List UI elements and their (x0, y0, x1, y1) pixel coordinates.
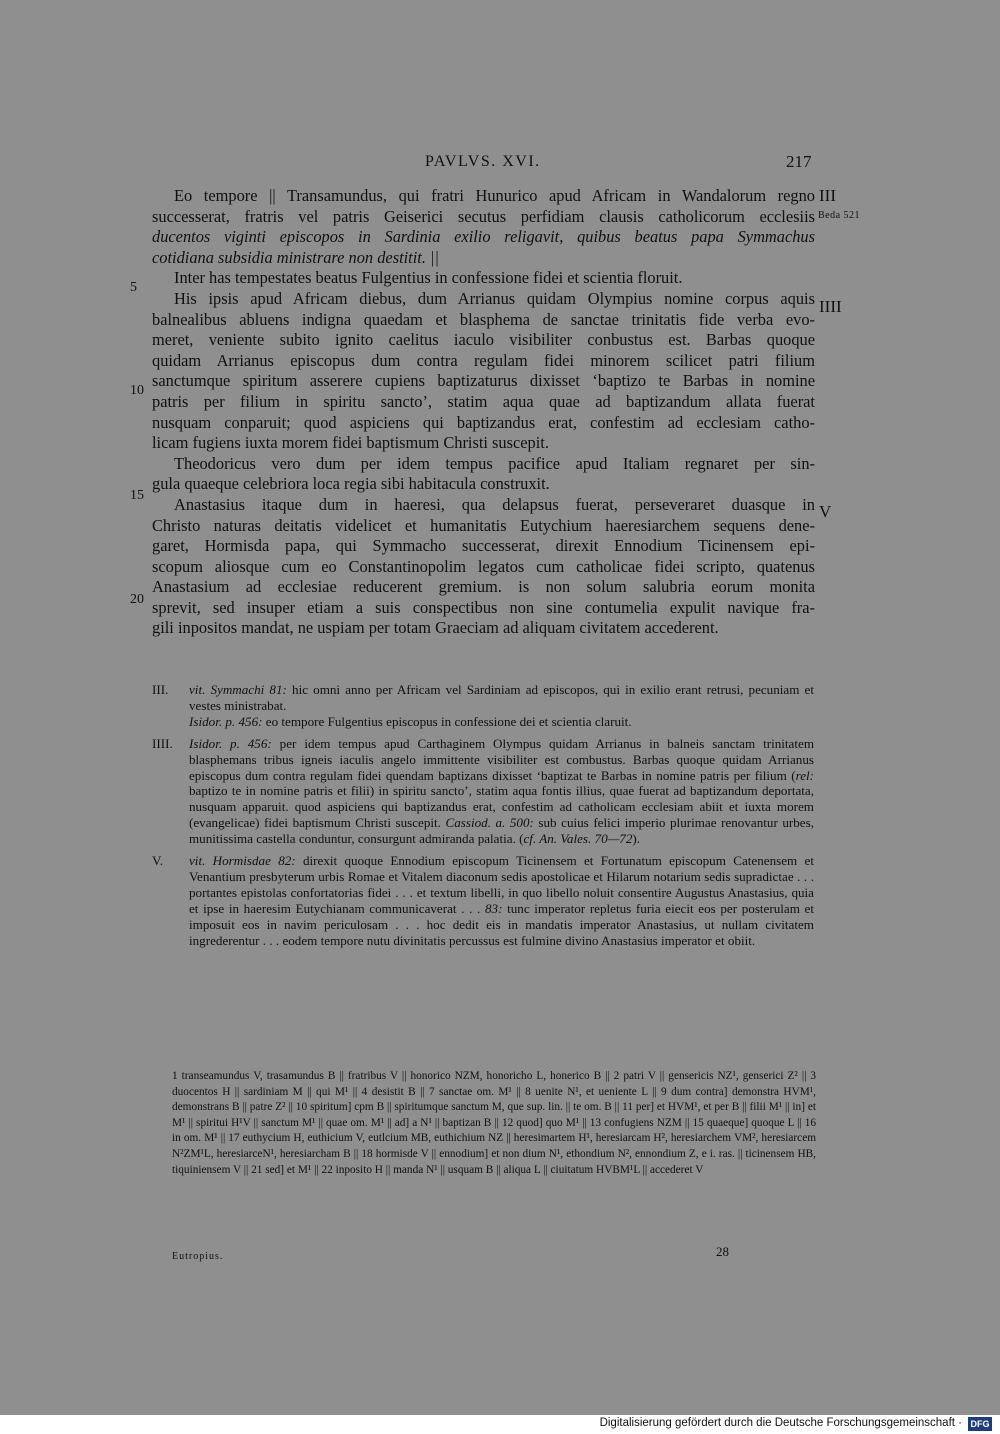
text-line: garet, Hormisda papa, qui Symmacho successerat, direxit Ennodium Ticinensem epi- (152, 536, 815, 556)
text-line: gili inpositos mandat, ne uspiam per totam Graeciam ad aliquam civitatem accederent. (152, 618, 719, 638)
text-line: balnealibus abluens indigna quaedam et blasphema de sanctae trinitatis fide verba evo- (152, 309, 815, 329)
note-text: hic omni anno per Africam vel Sardiniam ad episcopos, qui in exilio erant retrusi, pecuniam et vestes ministrabat. (189, 682, 814, 713)
text-line: Inter has tempestates beatus Fulgentius in confessione fidei et scientia floruit. (174, 268, 683, 288)
note-iiii (152, 736, 814, 847)
text-line: nusquam conparuit; quod aspiciens qui baptizandus erat, confestim ad ecclesiam catho- (152, 412, 815, 432)
paragraph-theodoricus (152, 454, 815, 495)
note-label: IIII. (152, 735, 173, 751)
dfg-logo-icon: DFG (968, 1417, 992, 1431)
gathering-number: 28 (716, 1244, 729, 1259)
text-line: His ipsis apud Africam diebus, dum Arrianus quidam Olympius nomine corpus aquis (174, 288, 815, 308)
beda-reference: Beda 521 (818, 210, 861, 221)
text-line: Anastasius itaque dum in haeresi, qua delapsus fuerat, perseveraret duasque in (174, 494, 815, 514)
line-number-10: 10 (130, 383, 144, 398)
text-line: quidam Arrianus episcopus dum contra regulam fidei minorem scilicet patri filium (152, 350, 815, 370)
paragraph-transamundus (152, 186, 815, 268)
critical-apparatus: 1 transeamundus V, trasamundus B || fratribus V || honorico NZM, honoricho L, honerico B || 2 patri V || gensericis NZ¹, genserici Z² || 3 duocentos H || sardiniam M || qui M¹ || 4 desistit B || 7 sanctae om. M¹ || 8 uenite N¹, et ueniente L || 9 dum contra] demonstra HVM¹, demonstrans B || patre Z² || 10 spiritum] cpm B || spiritumque sanctum M, que sup. lin. || te om. B || 11 per] et HVM¹, et per B || filii M¹ || in] et M¹ || spiritui H¹V || sanctum M¹ || quae om. M¹ || ad] a N¹ || baptizan B || 12 quod] quo M¹ || 13 confugiens NZM || 15 quaeque] quoque L || 16 in om. M¹ || 17 euthycium H, euthicium V, eutlcium MB, euthichium NZ || heresimartem H¹, heresiarcam H², heresiarchem VM², heresiarcem N²ZM¹L, heresiarceN¹, heresiarcham B || 18 hormisde V || ennodium] et non dium N¹, ethondium N², ennondium Z, e i. ras. || ticinensem HB, tiquiniensem V || 21 sed] et M¹ || 22 inposito H || manda N¹ || usquam B || aliqua L || ciuitatum HVBM¹L || accederet V (172, 1070, 816, 1176)
paragraph-anastasius (152, 495, 815, 639)
text-line: scopum aliosque cum eo Constantinopolim legatos cum catholicae fidei scripto, quatenus (152, 556, 815, 576)
funding-banner (0, 1415, 1000, 1434)
main-text (152, 186, 815, 639)
text-line: cotidiana subsidia ministrare non destitit. || (152, 247, 440, 267)
chapter-marker-iii: III (819, 186, 836, 205)
source-citation: Cassiod. a. 500: (445, 815, 534, 831)
source-citation: Isidor. p. 456: (189, 713, 263, 729)
source-citation: 83: (484, 900, 503, 916)
text-line: Christo naturas deitatis videlicet et humanitatis Eutychium haeresiarchem sequens dene- (152, 515, 815, 535)
text-line: meret, veniente subito ignito caelitus iaculo visibiliter conbustus est. Barbas quoque (152, 330, 815, 350)
book-signature: Eutropius. (172, 1251, 224, 1262)
text-line: ducentos viginti episcopos in Sardinia exilio religavit, quibus beatus papa Symmachus (152, 227, 815, 247)
text-line: gula quaeque celebriora loca regia sibi habitacula construxit. (152, 474, 550, 494)
text-line: licam fugiens iuxta morem fidei baptismum Christi suscepit. (152, 433, 549, 453)
source-citation: vit. Hormisdae 82: (189, 853, 296, 869)
text-line: Theodoricus vero dum per idem tempus pacifice apud Italiam regnaret per sin- (174, 453, 815, 473)
text-line: Eo tempore || Transamundus, qui fratri Hunurico apud Africam in Wandalorum regno (174, 186, 815, 205)
note-text: sub cuius felici imperio plurimae renovantur urbes, munitissima castella conduntur, consurgunt admiranda palatia. ( (189, 815, 814, 847)
note-v (152, 853, 814, 948)
note-text: ). (632, 831, 641, 847)
note-text: eo tempore Fulgentius episcopus in confessione dei et scientia claruit. (262, 713, 632, 729)
variant-marker: rel: (795, 767, 814, 783)
text-line: sanctumque spiritum asserere cupiens baptizaturus dixisset ‘baptizo te Barbas in nomine (152, 371, 815, 391)
chapter-marker-iiii: IIII (819, 297, 842, 316)
line-number-5: 5 (130, 280, 137, 295)
note-label: III. (152, 682, 169, 697)
note-label: V. (152, 853, 164, 869)
source-citation: Isidor. p. 456: (189, 735, 272, 751)
note-iii (152, 682, 814, 730)
line-number-15: 15 (130, 488, 144, 503)
running-head: PAVLVS. XVI. (425, 153, 541, 170)
page-number: 217 (786, 152, 812, 171)
source-citation: vit. Symmachi 81: (189, 682, 287, 697)
text-line: sprevit, sed insuper etiam a suis conspectibus non sine contumelia expulit navique fra- (152, 597, 815, 617)
text-line: patris per filium in spiritu sancto’, statim aqua quae ad baptizandum allata fuerat (152, 391, 815, 411)
source-notes (152, 682, 814, 955)
paragraph-fulgentius (152, 268, 815, 289)
note-text: tunc imperator repletus furia eiecit eos per posterulam et imposuit eos in navim periculosam . . . hoc dedit eis in mandatis imperator Anastasius, ut nullam civitatem ingrederentur . . . eodem tempore nutu divinitatis percussus est fulmine divino Anastasius imperator et obiit. (189, 900, 815, 948)
chapter-marker-v: V (819, 502, 832, 521)
cross-reference: cf. An. Vales. 70—72 (523, 831, 633, 847)
note-text: baptizo te in nomine patris et filii) in spiritu sancto’, statim aqua fontis illius, quae fuerat ad baptizandum deportata, nusquam apparuit. quod aspiciens qui baptizandus erat, confestim ad catholicam ecclesiam abiit et iuxta morem (evangelicae) fidei baptismum Christi suscepit. (189, 783, 814, 831)
funding-text: Digitalisierung gefördert durch die Deutsche Forschungsgemeinschaft · (599, 1417, 962, 1429)
line-number-20: 20 (130, 592, 144, 607)
note-text: direxit quoque Ennodium episcopum Ticinensem et Fortunatum episcopum Catenensem et Venantium presbyterum urbis Romae et Vitalem diaconum sedis apostolicae et Hilarum notarium sedis supradictae . . . portantes epistolas confortatorias fidei . . . et textum libelli, in quo libello noluit consentire Augustus Anastasius, quia et ipse in haeresim Eutychianam communicaverat . . . (189, 853, 814, 916)
note-text: per idem tempus apud Carthaginem Olympus quidam Arrianus in balneis sanctam trinitatem blasphemans tribus igneis iaculis angelo immittente visibiliter est combustus. Barbas quoque quidam Arrianus episcopus dum contra regulam fidei quendam baptizans dixisset ‘baptizat te Barbas in nomine patris per filium ( (189, 735, 814, 783)
paragraph-olympius (152, 289, 815, 454)
text-line: successerat, fratris vel patris Geiserici secutus perfidiam clausis catholicorum ecclesiis (152, 206, 815, 226)
text-line: Anastasium ad ecclesiae reducerent gremium. is non solum salubria eorum monita (152, 577, 815, 597)
